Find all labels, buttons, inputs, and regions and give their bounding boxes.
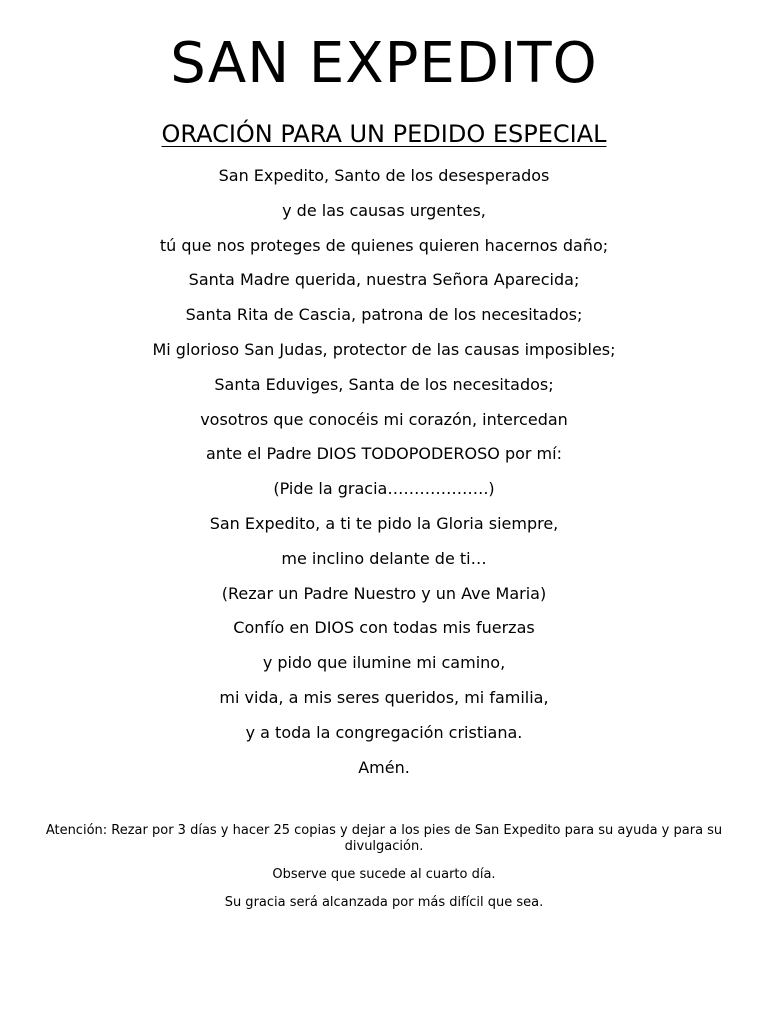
document-title: SAN EXPEDITO (170, 31, 598, 96)
prayer-line: mi vida, a mis seres queridos, mi familia, (219, 687, 549, 707)
prayer-line: (Pide la gracia……………….) (273, 479, 495, 499)
attention-note: Atención: Rezar por 3 días y hacer 25 copias y dejar a los pies de San Expedito para su ayuda y para su divulgación. (45, 823, 723, 854)
prayer-line: me inclino delante de ti… (281, 548, 487, 568)
prayer-line: San Expedito, a ti te pido la Gloria siempre, (209, 513, 559, 533)
prayer-line: vosotros que conocéis mi corazón, intercedan (200, 409, 568, 429)
prayer-line: y pido que ilumine mi camino, (262, 653, 506, 673)
prayer-line: San Expedito, Santo de los desesperados (218, 166, 550, 185)
prayer-line: Santa Rita de Cascia, patrona de los necesitados; (185, 305, 583, 325)
grace-note: Su gracia será alcanzada por más difícil que sea. (224, 895, 544, 910)
prayer-line: Confío en DIOS con todas mis fuerzas (233, 618, 535, 638)
subtitle-text: ORACIÓN PARA UN PEDIDO ESPECIAL (161, 120, 607, 148)
prayer-line: Santa Eduviges, Santa de los necesitados; (214, 374, 554, 394)
prayer-line: ante el Padre DIOS TODOPODEROSO por mí: (206, 444, 562, 464)
prayer-line: tú que nos proteges de quienes quieren hacernos daño; (159, 235, 609, 255)
prayer-text (0, 159, 768, 785)
instructions-notes (30, 823, 738, 923)
prayer-line: Amén. (358, 757, 410, 777)
prayer-line: Santa Madre querida, nuestra Señora Aparecida; (188, 270, 580, 290)
prayer-line: y a toda la congregación cristiana. (245, 722, 523, 742)
prayer-line: y de las causas urgentes, (282, 200, 486, 220)
prayer-line: (Rezar un Padre Nuestro y un Ave Maria) (221, 583, 547, 603)
document-subtitle (0, 118, 768, 150)
fourth-day-note: Observe que sucede al cuarto día. (272, 867, 496, 882)
prayer-line: Mi glorioso San Judas, protector de las causas imposibles; (152, 339, 616, 359)
